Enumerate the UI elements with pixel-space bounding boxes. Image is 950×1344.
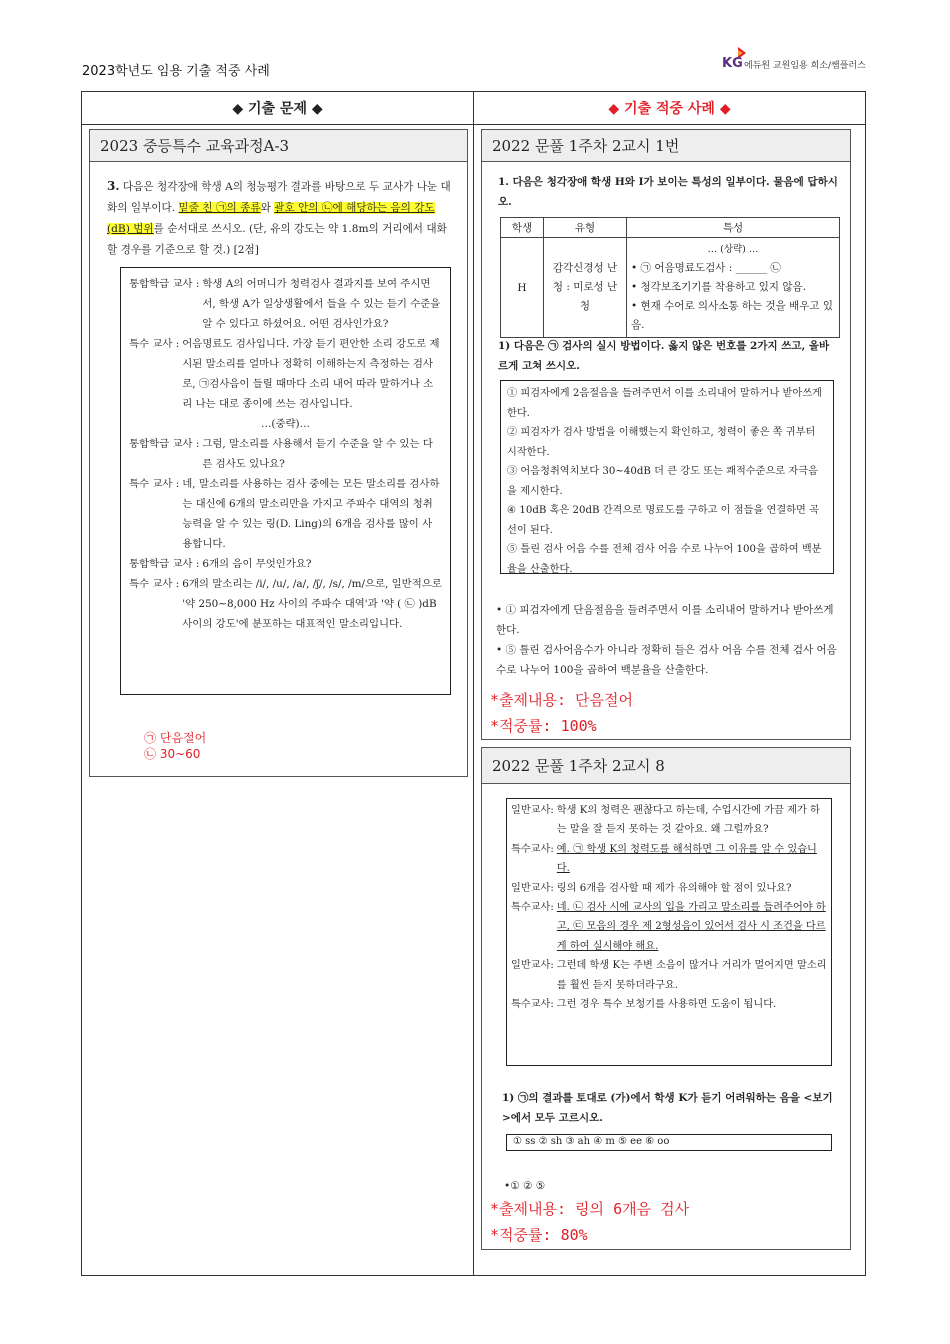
question-highlight-1: 밑줄 친 ㉠의 종류 — [178, 202, 261, 214]
left-column-heading: ◆ 기출 문제 ◆ — [232, 101, 323, 117]
student-trait-table — [500, 217, 840, 338]
result-rate: *적중률: 100% — [490, 717, 597, 735]
dialog-line: 일반교사: 그런데 학생 K는 주변 소음이 많거나 거리가 멀어지면 말소리를 훨씬 듣지 못하더라구요. — [511, 960, 827, 991]
question-number: 3. — [107, 179, 120, 193]
answer-1: ㉠ 단음절어 — [144, 731, 207, 745]
match-result-2 — [490, 1196, 689, 1248]
dialog-line: 일반교사: 링의 6개음 검사할 때 제가 유의해야 할 점이 있나요? — [511, 882, 792, 894]
match-answer-item: • ⑤ 틀린 검사어음수가 아니라 정확히 들은 검사 어음 수를 전체 검사 어음 수로 나누어 100을 곱하여 백분율을 산출한다. — [496, 644, 837, 676]
match-case-title-1: 2022 문풀 1주차 2교시 1번 — [482, 130, 850, 162]
match-answer-2: •① ② ⑤ — [504, 1180, 546, 1192]
header-rule — [81, 124, 866, 125]
logo-kg-text: KG — [722, 56, 743, 71]
trait-item: • 현재 수어로 의사소통 하는 것을 배우고 있음. — [631, 300, 833, 331]
dialog-line: 특수 교사 : 어음명료도 검사입니다. 가장 듣기 편안한 소리 강도로 제시된 말소리를 얼마나 정확히 이해하는지 측정하는 검사로, ㉠검사음이 들릴 때마다 소리 내어 따라 말하거나 소리 나는 대로 종이에 쓰는 검사입니다. — [129, 338, 440, 410]
match-sub-question-1: 1) 다음은 ㉠ 검사의 실시 방법이다. 옳지 않은 번호를 2가지 쓰고, 올바르게 고쳐 쓰시오. — [498, 340, 830, 372]
logo-sub-text: 에듀원 교원임용 희소/쌤플러스 — [744, 61, 866, 71]
question-text-intro: 다음은 청각장애 학생 A의 청능평가 결과를 바탕으로 두 교사가 나눈 대화의 일부이다. — [107, 181, 451, 214]
exam-question-stem — [107, 176, 455, 261]
table-cell-traits: … (상략) … • ㉠ 어음명료도검사 : ______ ㉡ • 청각보조기기를 착용하고 있지 않음. • 현재 수어로 의사소통 하는 것을 배우고 있음. — [627, 238, 840, 338]
dialog-line: 특수 교사 : 6개의 말소리는 /i/, /u/, /a/, /ʃ/, /s/, /m/으로, 일반적으로 '약 250∼8,000 Hz 사이의 주파수 대역'과 '약 ( ㉡ )dB 사이의 강도'에 분포하는 대표적인 말소리입니다. — [129, 578, 442, 630]
document-header-title: 2023학년도 임용 기출 적중 사례 — [82, 64, 270, 79]
match-case-title-2: 2022 문풀 1주차 2교시 8 — [482, 748, 850, 784]
table-cell-student: H — [501, 238, 544, 338]
dialog-line: 통합학급 교사 : 학생 A의 어머니가 청력검사 결과지를 보여 주시면서, 학생 A가 일상생활에서 들을 수 있는 듣기 수준을 알 수 있다고 하셨어요. 어떤 검사인가요? — [129, 278, 441, 330]
dialog-omission: …(중략)… — [261, 418, 310, 430]
dialog-line: 통합학급 교사 : 그럼, 말소리를 사용해서 듣기 수준을 알 수 있는 다른 검사도 있나요? — [129, 438, 433, 470]
table-header-type: 유형 — [544, 218, 627, 238]
dialog-line: 특수교사: 예. ㉠ 학생 K의 청력도를 해석하면 그 이유를 알 수 있습니다. — [511, 843, 817, 875]
match-answers-1 — [496, 600, 838, 680]
dialog-line: 일반교사: 학생 K의 청력은 괜찮다고 하는데, 수업시간에 가끔 제가 하는 말을 잘 듣지 못하는 것 같아요. 왜 그럴까요? — [511, 805, 820, 836]
table-header-trait: 특성 — [627, 218, 840, 238]
question-highlight-2: 괄호 안의 ㉡에 해당하는 음의 강도(dB) 범위 — [107, 202, 435, 235]
column-divider — [473, 91, 474, 1276]
question-text-end: 를 순서대로 쓰시오. (단, 유의 강도는 약 1.8m의 거리에서 대화할 경우를 기준으로 할 것.) [2점] — [107, 223, 447, 256]
question-text-mid: 와 — [260, 202, 271, 214]
match-question-stem-1: 1. 다음은 청각장애 학생 H와 I가 보이는 특성의 일부이다. 물음에 답하시오. — [498, 176, 838, 208]
match-sub-question-2: 1) ㉠의 결과를 토대로 (가)에서 학생 K가 듣기 어려워하는 음을 <보기>에서 모두 고르시오. — [502, 1092, 833, 1124]
exam-answer — [144, 730, 206, 762]
dialog-line: 특수 교사 : 네, 말소리를 사용하는 검사 중에는 모든 말소리를 검사하는 대신에 6개의 말소리만을 가지고 주파수 대역의 청취능력을 알 수 있는 링(D. Ling)의 6개음 검사를 많이 사용합니다. — [129, 478, 440, 550]
procedure-step: ② 피검자가 검사 방법을 이해했는지 확인하고, 청력이 좋은 쪽 귀부터 시작한다. — [507, 427, 816, 458]
choices-box: ① ss ② sh ③ ah ④ m ⑤ ee ⑥ oo — [506, 1134, 832, 1151]
exam-question-panel — [89, 129, 468, 777]
procedure-step: ④ 10dB 혹은 20dB 간격으로 명료도를 구하고 이 점들을 연결하면 곡선이 된다. — [507, 505, 819, 536]
procedure-steps-box — [500, 380, 834, 574]
dialog-line: 특수교사: 네. ㉡ 검사 시에 교사의 입을 가리고 말소리를 들려주어야 하고, ㉢ 모음의 경우 제 2형성음이 있어서 검사 시 조건을 다르게 하여 실시해야 해요. — [511, 902, 826, 952]
trait-item: • 청각보조기기를 착용하고 있지 않음. — [631, 281, 807, 293]
exam-dialog-box — [120, 267, 451, 695]
table-header-student: 학생 — [501, 218, 544, 238]
result-content: *출제내용: 링의 6개음 검사 — [490, 1200, 690, 1218]
kg-eduone-logo — [722, 48, 866, 74]
match-case-panel-2 — [481, 747, 851, 1250]
result-rate: *적중률: 80% — [490, 1226, 588, 1244]
match-result-1 — [490, 687, 633, 739]
dialog-line: 통합학급 교사 : 6개의 음이 무엇인가요? — [129, 558, 312, 570]
teacher-dialog-box — [506, 798, 832, 1066]
procedure-step: ③ 어음청취역치보다 30~40dB 더 큰 강도 또는 쾌적수준으로 자극음을 제시한다. — [507, 466, 818, 497]
exam-question-title: 2023 중등특수 교육과정A-3 — [90, 130, 467, 162]
answer-2: ㉡ 30~60 — [144, 747, 201, 761]
match-case-panel-1 — [481, 129, 851, 740]
right-column-heading: ◆ 기출 적중 사례 ◆ — [608, 101, 731, 117]
dialog-line: 특수교사: 그런 경우 특수 보청기를 사용하면 도움이 됩니다. — [511, 999, 777, 1011]
table-cell-type: 감각신경성 난청 : 미로성 난청 — [544, 238, 627, 338]
trait-item: • ㉠ 어음명료도검사 : ______ ㉡ — [631, 262, 781, 274]
procedure-step: ⑤ 틀린 검사 어음 수를 전체 검사 어음 수로 나누어 100을 곱하여 백분율을 산출한다. — [507, 544, 822, 575]
procedure-step: ① 피검자에게 2음절음을 들려주면서 이를 소리내어 말하거나 받아쓰게 한다. — [507, 388, 822, 419]
match-answer-item: • ① 피검자에게 단음절음을 들려주면서 이를 소리내어 말하거나 받아쓰게 한다. — [496, 604, 834, 636]
result-content: *출제내용: 단음절어 — [490, 691, 634, 709]
